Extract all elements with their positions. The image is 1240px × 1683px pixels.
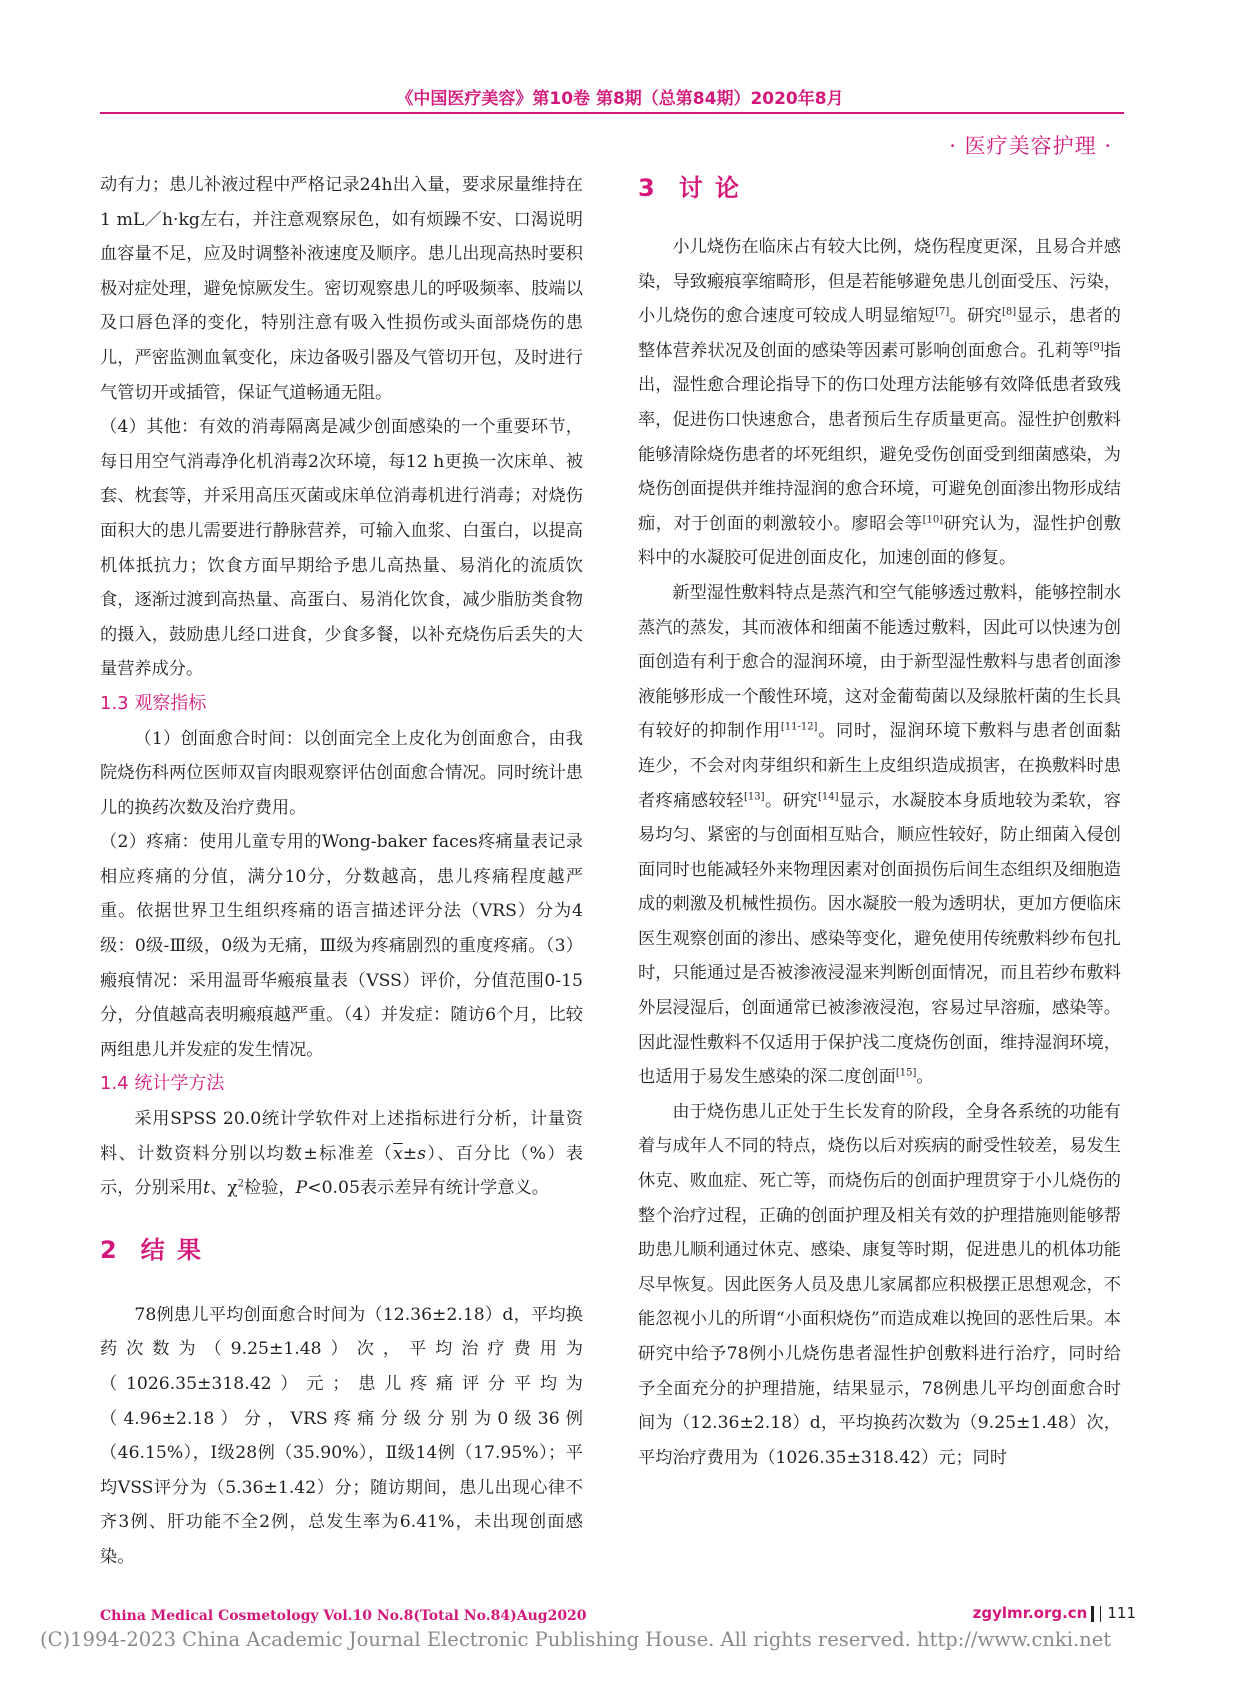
citation: [9] — [1089, 341, 1104, 353]
citation: [7] — [935, 306, 950, 318]
citation: [8] — [1001, 306, 1017, 318]
paragraph: 78例患儿平均创面愈合时间为（12.36±2.18）d，平均换药次数为（9.25±1.48）次，平均治疗费用为（1026.35±318.42）元；患儿疼痛评分平均为（4.96±2.18）分，VRS疼痛分级分别为0级36例（46.15%），Ⅰ级28例（35.90%），Ⅱ级14例（17.95%）；平均VSS评分为（5.36±1.42）分；随访期间，患儿出现心律不齐3例、肝功能不全2例，总发生率为6.41%，未出现创面感染。 — [100, 1304, 583, 1567]
paragraph: （4）其他：有效的消毒隔离是减少创面感染的一个重要环节，每日用空气消毒净化机消毒2次环境，每12 h更换一次床单、被套、枕套等，并采用高压灭菌或床单位消毒机进行消毒；对烧伤面积大的患儿需要进行静脉营养，可输入血浆、白蛋白，以提高机体抵抗力；饮食方面早期给予患儿高热量、易消化的流质饮食，逐渐过渡到高热量、高蛋白、易消化饮食，减少脂肪类食物的摄入，鼓励患儿经口进食，少食多餐，以补充烧伤后丢失的大量营养成分。 — [100, 417, 583, 680]
citation: [14] — [817, 790, 839, 802]
site-link[interactable]: zgylmr.org.cn — [972, 1604, 1088, 1622]
section-tag: · 医疗美容护理 · — [949, 134, 1112, 158]
page-footer — [973, 1604, 1136, 1622]
section-heading-discussion: 3 讨 论 — [638, 174, 742, 202]
section-heading-results: 2 结 果 — [100, 1235, 204, 1264]
paragraph: 小儿烧伤在临床占有较大比例，烧伤程度更深，且易合并感染，导致瘢痕挛缩畸形，但是若能够避免患儿创面受压、污染，小儿烧伤的愈合速度可较成人明显缩短[7]。研究[8]显示，患者的整体营养状况及创面的感染等因素可影响创面愈合。孔莉等[9]指出，湿性愈合理论指导下的伤口处理方法能够有效降低患者致残率，促进伤口快速愈合，患者预后生存质量更高。湿性护创敷料能够清除烧伤患者的坏死组织，避免受伤创面受到细菌感染，为烧伤创面提供并维持湿润的愈合环境，可避免创面渗出物形成结痂，对于创面的刺激较小。廖昭会等[10]研究认为，湿性护创敷料中的水凝胶可促进创面皮化，加速创面的修复。 — [638, 237, 1121, 569]
paragraph: 动有力；患儿补液过程中严格记录24h出入量，要求尿量维持在1 mL／h·kg左右，并注意观察尿色，如有烦躁不安、口渴说明血容量不足，应及时调整补液速度及顺序。患儿出现高热时要积极对症处理，避免惊厥发生。密切观察患儿的呼吸频率、肢端以及口唇色泽的变化，特别注意有吸入性损伤或头面部烧伤的患儿，严密监测血氧变化，床边备吸引器及气管切开包，及时进行气管切开或插管，保证气道畅通无阻。 — [100, 175, 583, 403]
subsection-heading: 1.3 观察指标 — [100, 692, 207, 714]
citation: [11-12] — [780, 721, 818, 733]
page-number: 111 — [1107, 1604, 1136, 1622]
paragraph: （2）疼痛：使用儿童专用的Wong-baker faces疼痛量表记录相应疼痛的分值，满分10分，分数越高，患儿疼痛程度越严重。依据世界卫生组织疼痛的语言描述评分法（VRS）分为4级：0级-Ⅲ级，0级为无痛，Ⅲ级为疼痛剧烈的重度疼痛。（3）瘢痕情况：采用温哥华瘢痕量表（VSS）评价，分值范围0-15分，分值越高表明瘢痕越严重。（4）并发症：随访6个月，比较两组患儿并发症的发生情况。 — [100, 832, 583, 1060]
paragraph: （1）创面愈合时间：以创面完全上皮化为创面愈合，由我院烧伤科两位医师双盲肉眼观察评估创面愈合情况。同时统计患儿的换药次数及治疗费用。 — [100, 728, 583, 818]
subsection-heading: 1.4 统计学方法 — [100, 1073, 225, 1095]
footer-divider — [1091, 1606, 1094, 1622]
journal-header: 《中国医疗美容》第10卷 第8期（总第84期）2020年8月 — [396, 89, 844, 109]
journal-footer-en: China Medical Cosmetology Vol.10 No.8(Total No.84)Aug2020 — [100, 1608, 587, 1624]
copyright-watermark: (C)1994-2023 China Academic Journal Electronic Publishing House. All rights reserved. http://www.cnki.net — [40, 1628, 1112, 1651]
paragraph: 由于烧伤患儿正处于生长发育的阶段，全身各系统的功能有着与成年人不同的特点，烧伤以后对疾病的耐受性较差，易发生休克、败血症、死亡等，而烧伤后的创面护理贯穿于小儿烧伤的整个治疗过程，正确的创面护理及相关有效的护理措施则能够帮助患儿顺利通过休克、感染、康复等时期，促进患儿的机体功能尽早恢复。因此医务人员及患儿家属都应积极摆正思想观念，不能忽视小儿的所谓“小面积烧伤”而造成难以挽回的恶性后果。本研究中给予78例小儿烧伤患者湿性护创敷料进行治疗，同时给予全面充分的护理措施，结果显示，78例患儿平均创面愈合时间为（12.36±2.18）d，平均换药次数为（9.25±1.48）次，平均治疗费用为（1026.35±318.42）元；同时 — [638, 1101, 1121, 1468]
right-column — [638, 168, 1121, 1475]
footer-divider — [1100, 1606, 1101, 1622]
header-rule — [100, 112, 1124, 114]
paragraph: 采用SPSS 20.0统计学软件对上述指标进行分析，计量资料、计数资料分别以均数±标准差$(\overline{x}\pm s)$、百分比（%）表示，分别采用t、$\chi^2$检验，P<0.05表示差异有统计学意义。 — [100, 1109, 584, 1199]
citation: [15] — [895, 1067, 917, 1079]
citation: [10] — [922, 514, 944, 526]
paragraph: 新型湿性敷料特点是蒸汽和空气能够透过敷料，能够控制水蒸汽的蒸发，其而液体和细菌不能透过敷料，因此可以快速为创面创造有利于愈合的湿润环境，由于新型湿性敷料与患者创面渗液能够形成一个酸性环境，这对金葡萄菌以及绿脓杆菌的生长具有较好的抑制作用[11-12]。同时，湿润环境下敷料与患者创面黏连少，不会对肉芽组织和新生上皮组织造成损害，在换敷料时患者疼痛感较轻[13]。研究[14]显示，水凝胶本身质地较为柔软，容易均匀、紧密的与创面相互贴合，顺应性较好，防止细菌入侵创面同时也能减轻外来物理因素对创面损伤后间生态组织及细胞造成的刺激及机械性损伤。因水凝胶一般为透明状，更加方便临床医生观察创面的渗出、感染等变化，避免使用传统敷料纱布包扎时，只能通过是否被渗液浸湿来判断创面情况，而且若纱布敷料外层浸湿后，创面通常已被渗液浸泡，容易过早溶痂，感染等。因此湿性敷料不仅适用于保护浅二度烧伤创面，维持湿润环境，也适用于易发生感染的深二度创面[15]。 — [638, 582, 1121, 1088]
citation: [13] — [743, 790, 765, 802]
left-column — [100, 168, 583, 1575]
